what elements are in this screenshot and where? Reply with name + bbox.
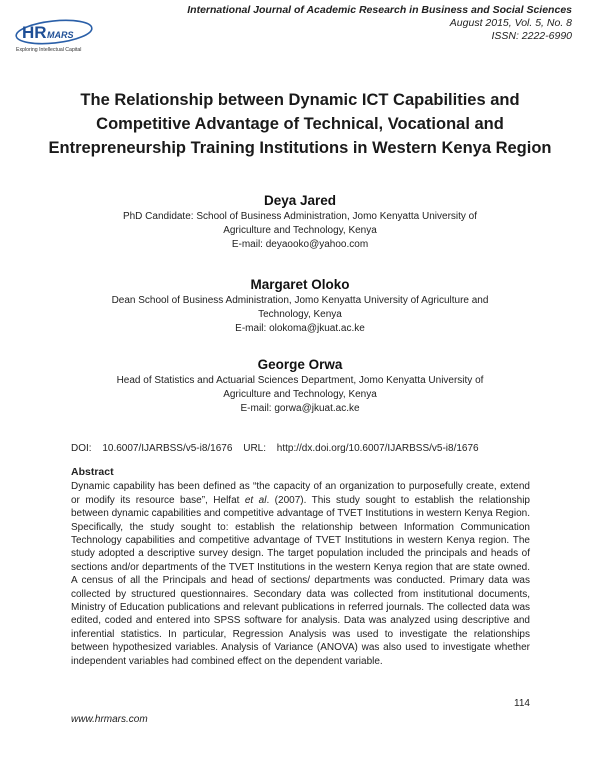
author-block — [40, 356, 560, 416]
doi-line — [71, 443, 487, 454]
logo-mark: HR — [22, 23, 47, 42]
abstract-section — [71, 466, 530, 668]
author-name: George Orwa — [257, 357, 343, 372]
abstract-heading: Abstract — [71, 466, 114, 478]
paper-title: The Relationship between Dynamic ICT Capabilities and Competitive Advantage of Technical, Vocational and Entrepreneurship Training Institutions in Western Kenya Region — [48, 91, 552, 157]
logo-tagline: Exploring Intellectual Capital — [16, 47, 82, 53]
author-affiliation: Agriculture and Technology, Kenya — [223, 389, 377, 400]
author-email[interactable]: E-mail: deyaooko@yahoo.com — [231, 239, 369, 250]
journal-issue: August 2015, Vol. 5, No. 8 — [449, 17, 572, 29]
author-block — [40, 192, 560, 252]
logo-mark-sub: MARS — [47, 30, 74, 40]
page-number: 114 — [514, 698, 530, 709]
author-name: Deya Jared — [263, 193, 337, 208]
author-block — [40, 276, 560, 336]
author-affiliation: Head of Statistics and Actuarial Sciences Department, Jomo Kenyatta University of — [116, 375, 484, 386]
doi-value[interactable]: 10.6007/IJARBSS/v5-i8/1676 — [102, 443, 233, 454]
doi-label: DOI: — [71, 443, 92, 454]
url-link[interactable]: http://dx.doi.org/10.6007/IJARBSS/v5-i8/1676 — [276, 443, 479, 454]
author-affiliation: Dean School of Business Administration, Jomo Kenyatta University of Agriculture and — [111, 295, 489, 306]
abstract-emphasis: et al — [244, 494, 267, 506]
hrmars-logo — [14, 14, 104, 54]
author-affiliation: Technology, Kenya — [258, 309, 342, 320]
author-affiliation: PhD Candidate: School of Business Administration, Jomo Kenyatta University of — [122, 211, 478, 222]
author-name: Margaret Oloko — [250, 277, 350, 292]
journal-header — [187, 4, 572, 43]
author-email[interactable]: E-mail: olokoma@jkuat.ac.ke — [235, 323, 365, 334]
footer-url[interactable]: www.hrmars.com — [71, 714, 148, 725]
author-affiliation: Agriculture and Technology, Kenya — [223, 225, 377, 236]
abstract-text: Dynamic capability has been defined as “the capacity of an organization to purposefully create, extend or modify its resource base”, Helfat et al. (2007). This study sought to establish the relationship between dynamic capabilities and competitive advantage of TVET Institutions in western Kenya Region. Specifically, the study sought to: establish the relationship between Information Communication Technology capabilities and competitive advantage of TVET Institutions in western Kenya region. The study adopted a descriptive survey design. The target population included the principals and heads of sections and/or departments of the TVET Institutions in the western Kenya region that are state owned. A census of all the Principals and head of sections/ departments was conducted. Primary data was collected by structured questionnaires. Secondary data was collected from institutional documents, Ministry of Education publications and relevant publications in referred journals. The collected data was edited, coded and entered into SPSS software for analysis. Data was analyzed using descriptive and inferential statistics. In particular, Regression Analysis was used to investigate the relationships between hypothesized variables. Analysis of Variance (ANOVA) was also used to investigate whether independent variables had combined effect on the dependent variable. — [71, 481, 530, 667]
journal-issn: ISSN: 2222-6990 — [491, 30, 572, 42]
journal-name: International Journal of Academic Research in Business and Social Sciences — [187, 4, 572, 16]
url-label: URL: — [243, 443, 267, 454]
author-email[interactable]: E-mail: gorwa@jkuat.ac.ke — [240, 403, 360, 414]
